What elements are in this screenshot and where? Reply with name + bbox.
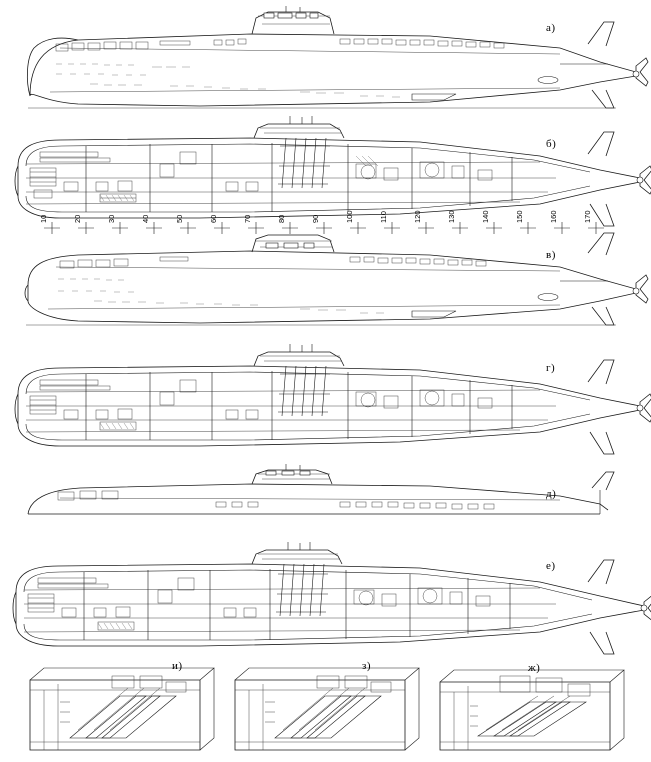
view-d [0,470,651,546]
view-g [0,352,651,464]
frame-tick-label: 160 [549,210,558,223]
frame-tick-label: 30 [107,214,116,223]
frame-tick-label: 130 [447,210,456,223]
view-a [0,4,651,124]
detail-zh-drawing [440,670,624,750]
view-e-label: е) [546,560,556,572]
frame-tick-label: 170 [583,210,592,223]
frame-tick-label: 120 [413,210,422,223]
frame-tick-label: 100 [345,210,354,223]
frame-tick-label: 60 [209,214,218,223]
view-g-label: г) [546,362,556,374]
view-b [0,122,651,244]
view-e [0,548,651,660]
detail-i-label: и) [172,660,183,672]
frame-tick-label: 140 [481,210,490,223]
detail-zh-label: ж) [528,662,541,674]
frame-tick-label: 40 [141,214,150,223]
view-v-label: в) [546,249,556,261]
frame-tick-label: 110 [379,211,388,223]
frame-tick-label: 10 [39,214,48,223]
detail-row [0,662,651,762]
detail-i-drawing [30,668,214,750]
frame-tick-label: 90 [311,214,320,223]
frame-tick-label: 70 [243,214,252,223]
frame-tick-label: 50 [175,214,184,223]
view-v [0,243,651,351]
view-a-label: a) [546,22,556,34]
frame-tick-label: 80 [277,214,286,223]
detail-z-label: з) [362,660,372,672]
view-b-label: б) [546,138,557,150]
frame-tick-label: 20 [73,214,82,223]
frame-tick-label: 150 [515,210,524,223]
detail-z-drawing [235,668,419,750]
view-d-label: д) [546,488,557,500]
